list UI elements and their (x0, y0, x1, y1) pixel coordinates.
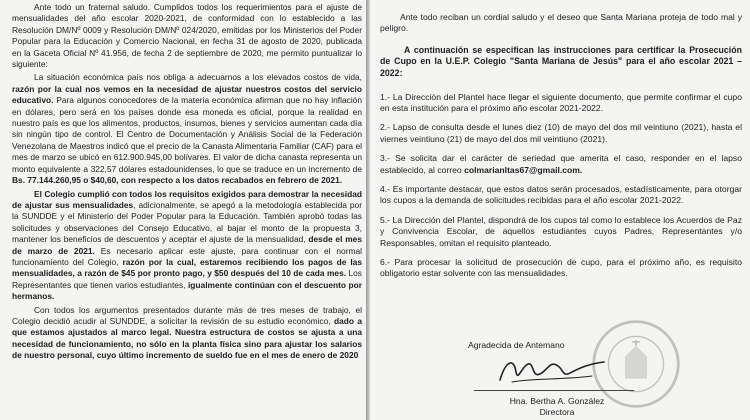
instruction-item-5 (380, 215, 742, 249)
paragraph-economic-situation (12, 72, 362, 186)
signatory-name: Hna. Bertha A. González (509, 396, 605, 406)
instruction-item-4 (380, 184, 742, 207)
closing-text: Agradecida de Antemano (468, 340, 565, 350)
instruction-item-6 (380, 257, 742, 280)
text-segment: Para algunos conocedores de la materia económica afirman que no hay (53, 95, 332, 106)
bold-text-segment: Bs. 77.144.260,95 o $40,60, con respecto a los datos recabados en febrero de 2021. (12, 175, 343, 186)
handwritten-signature (492, 352, 612, 388)
text-segment: inflación en dólares, pero será en los países donde esa moneda es oficial, porque la realidad en nuestro país es que los alimentos, productos, insumos, bienes y servicios aumentan cada día sin ningún tipo de control. El Centro de Documentación y Análisis Social de la Federación Venezolana de Maestros indicó que el precio de la Canasta Alimentaria Familiar (CAF) para el mes de marzo se ubicó en 612.900.945,00 bolívares. El valor de dicha canasta representa un monto equivalente a 322,57 dólares estadounidenses, lo que se traduce en un incremento de (12, 95, 362, 174)
signature-line (474, 390, 634, 391)
text-segment: 3.- Se solicita dar el carácter de seriedad que amerita el caso, responder en el lapso establecido, al correo (380, 153, 742, 175)
text-segment: , adicionalmente, se apegó a la metodología establecida por la SUNDDE y el Ministerio del Poder Popular para la Educación. También aprobó todas las solicitudes y observaciones del Consejo Educativo, al bajar el monto de la propuesta 3, mantener los beneficios de descuentos y aceptar el ajuste de la mensualidad, (12, 199, 362, 245)
paragraph-sundde-arguments (12, 305, 362, 362)
greeting-text: Ante todo reciban un cordial saludo y el deseo que Santa Mariana proteja de todo mal y peligro. (380, 12, 742, 34)
instruction-item-3 (380, 153, 742, 176)
instruction-item-2 (380, 122, 742, 145)
paragraph-school-requirements (12, 189, 362, 303)
text-segment: Es necesario aplicar este ajuste, para continuar con el normal funcionamiento del Colegio, (12, 245, 363, 267)
left-column (0, 0, 366, 420)
text-segment: Con todos los argumentos presentados durante más de tres meses de trabajo, el Colegio decidió acudir al SUNDDE, a solicitar la revisión de su estudio económico, (12, 304, 362, 326)
bold-text-segment: razón por la cual, estaremos recibiendo los pagos de las mensualidades, a razón de $45 por pronto pago, y $50 después del 10 de cada mes. (12, 256, 362, 279)
text-segment: 6.- Para procesar la solicitud de prosecución de cupo, para el próximo año, es requisito obligatorio estar solvente con las mensualidades. (380, 257, 742, 279)
bold-text-segment: dado a que estamos ajustados al marco legal. Nuestra estructura de costos se ajusta a una necesidad de funcionamiento, no sólo en la planta física sino para ajustar los salarios de nuestro personal, cuyo último incremento de sueldo fue en el mes de enero de 2020 (12, 315, 362, 361)
bold-text-segment: razón por la cual nos vemos en la necesidad de ajustar nuestros costos del servicio educativo. (12, 83, 362, 106)
text-segment: Los Representantes que tienen varios estudiantes, (12, 268, 362, 290)
signatory-title: Directora (539, 407, 575, 417)
text-segment: Ante todo un fraternal saludo. Cumplidos todos los requerimientos para el ajuste de mensualidades del año escolar 2020-2021, de conformidad con lo establecido a las Resolución DM/Nº 0009 y Resolución DM/Nº 024/2020, emitidas por los Ministerios del Poder Popular para la Educación y Comercio Nacional, en fecha 31 de agosto de 2020, publicada en la Gaceta Oficial Nº 41.956, de fecha 2 de septiembre de 2020, me permito puntualizar lo siguiente: (12, 2, 362, 70)
bold-text-segment: igualmente continúan con el descuento por hermanos. (12, 279, 363, 302)
text-segment: 5.- La Dirección del Plantel, dispondrá de los cupos tal como lo establece los Acuerdos de Paz y Convivencia Escolar, de aquellos estudiantes cuyos Padres, Representantes y/o Responsables, omitan el requisito planteado. (380, 214, 742, 248)
bold-text-segment: colmarianltas67@gmail.com. (464, 164, 583, 175)
paragraph-adjustment-intro (12, 2, 362, 70)
text-segment: 1.- La Dirección del Plantel hace llegar el siguiente documento, que permite confirmar el cupo en esta institución para el próximo año escolar 2021-2022. (380, 91, 742, 113)
instruction-item-1 (380, 92, 742, 115)
instructions-heading: A continuación se especifican las instrucciones para certificar la Prosecución de Cupo en la U.E.P. Colegio "Santa Mariana de Jesús" para el año escolar 2021 – 2022: (380, 44, 742, 78)
text-segment: La situación económica país nos obliga a adecuarnos a los elevados costos de vida, (34, 72, 362, 83)
bold-text-segment: desde el mes de marzo de 2021. (12, 234, 362, 256)
text-segment: 2.- Lapso de consulta desde el lunes diez (10) de mayo del dos mil veintiuno (2021), hasta el viernes veintiuno (21) de mayo del dos mil veintiuno (2021). (380, 122, 742, 144)
bold-text-segment: El Colegio cumplió con todos los requisitos exigidos para demostrar la necesidad de ajustar sus mensualidades (12, 188, 362, 210)
signatory-block (482, 396, 632, 418)
text-segment: 4.- Es importante destacar, que estos datos serán procesados, estadísticamente, para otorgar los cupos a la demanda de solicitudes recibidas para el año escolar 2021-2022. (380, 184, 742, 206)
